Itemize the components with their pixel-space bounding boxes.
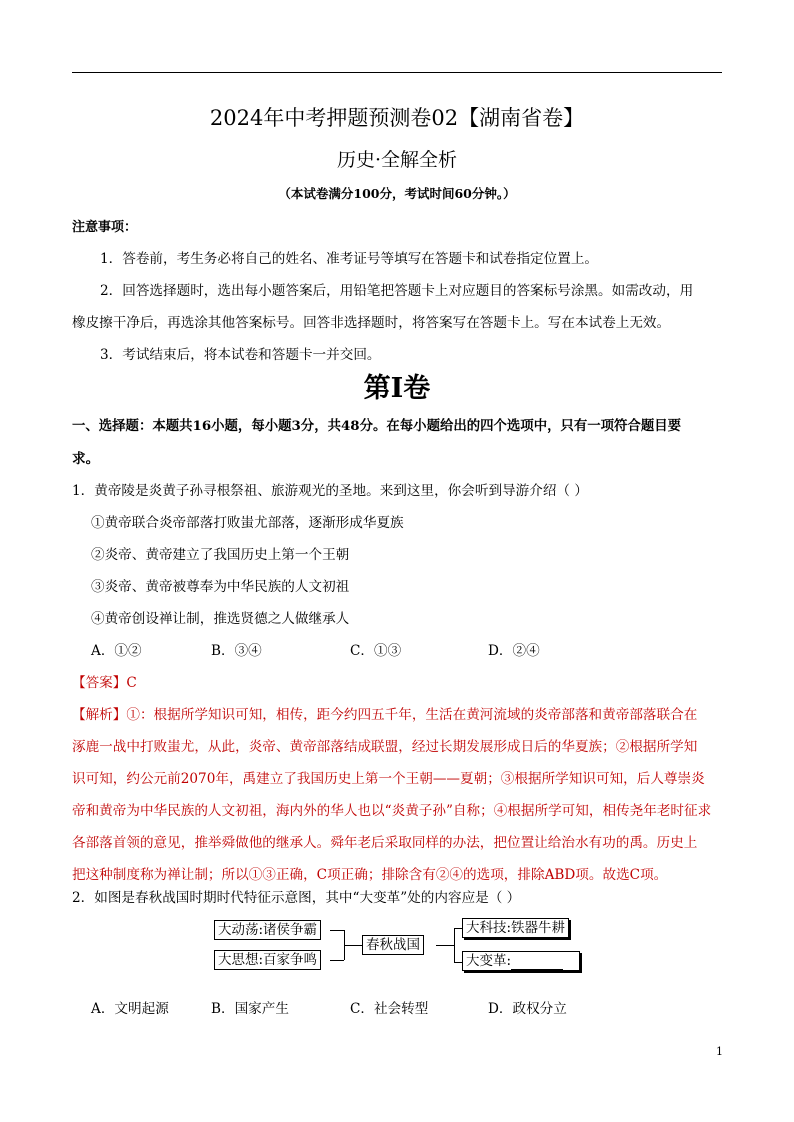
answer-blank [511, 957, 563, 970]
q2-stem: 2．如图是春秋战国时期时代特征示意图，其中“大变革”处的内容应是（ ） [72, 890, 521, 906]
q1-option-d: D．②④ [488, 643, 540, 659]
diagram-line [454, 928, 455, 962]
era-diagram [210, 916, 584, 980]
notice-item-2-cont: 橡皮擦干净后，再选涂其他答案标号。回答非选择题时，将答案写在答题卡上。写在本试卷上无效。 [72, 315, 671, 331]
q2-option-a: A．文明起源 [91, 1001, 169, 1017]
diagram-box-upheaval: 大动荡:诸侯争霸 [214, 920, 321, 940]
q1-analysis-line-1 [72, 703, 697, 723]
diagram-line [436, 945, 454, 946]
q2-option-d: D．政权分立 [488, 1001, 567, 1017]
answer-value: C [126, 675, 137, 691]
page-number: 1 [716, 1045, 723, 1058]
q2-option-c: C．社会转型 [350, 1001, 429, 1017]
diagram-change-label: 大变革: [466, 953, 512, 969]
q1-analysis-line-3: 识可知，约公元前2070年，禹建立了我国历史上第一个王朝——夏朝；③根据所学知识可知，后人尊崇炎 [72, 771, 705, 787]
header-rule [72, 72, 722, 73]
section-instruction-cont: 求。 [72, 451, 100, 467]
q1-analysis-line-4: 帝和黄帝为中华民族的人文初祖，海内外的华人也以“炎黄子孙”自称；④根据所学可知，相传尧年老时征求 [72, 803, 712, 819]
q1-option-a: A．①② [91, 643, 142, 659]
diagram-line [330, 930, 344, 931]
q1-analysis-line-2: 涿鹿一战中打败蚩尤，从此，炎帝、黄帝部落结成联盟，经过长期发展形成日后的华夏族；②根据所学知 [72, 739, 698, 755]
q1-statement-1: ①黄帝联合炎帝部落打败蚩尤部落，逐渐形成华夏族 [91, 515, 404, 531]
q1-option-b: B．③④ [211, 643, 262, 659]
diagram-line [330, 960, 344, 961]
exam-title: 2024年中考押题预测卷02【湖南省卷】 [209, 106, 585, 130]
q1-statement-3: ③炎帝、黄帝被尊奉为中华民族的人文初祖 [91, 579, 350, 595]
exam-subtitle: 历史·全解全析 [336, 149, 458, 171]
diagram-box-center: 春秋战国 [362, 935, 424, 955]
diagram-line [344, 945, 362, 946]
q1-analysis-line-6: 把这种制度称为禅让制；所以①③正确，C项正确；排除含有②④的选项，排除ABD项。故选C项。 [72, 867, 668, 883]
diagram-line [454, 928, 462, 929]
q1-answer [72, 671, 137, 691]
q1-option-c: C．①③ [350, 643, 402, 659]
q1-analysis-line-5: 各部落首领的意见，推举舜做他的继承人。舜年老后采取同样的办法，把位置让给治水有功的禹。历史上 [72, 835, 698, 851]
notice-item-3: 3．考试结束后，将本试卷和答题卡一并交回。 [100, 347, 381, 363]
section-title: 第Ⅰ卷 [363, 373, 431, 404]
q1-statement-2: ②炎帝、黄帝建立了我国历史上第一个王朝 [91, 547, 350, 563]
q2-option-b: B．国家产生 [211, 1001, 289, 1017]
exam-info: （本试卷满分100分，考试时间60分钟。） [278, 186, 516, 201]
analysis-tag: 【解析】 [72, 707, 127, 723]
answer-tag: 【答案】 [72, 675, 127, 691]
diagram-box-thought: 大思想:百家争鸣 [214, 950, 321, 970]
notice-item-2: 2．回答选择题时，选出每小题答案后，用铅笔把答题卡上对应题目的答案标号涂黑。如需改动，用 [100, 283, 694, 299]
diagram-box-tech: 大科技:铁器牛耕 [462, 918, 569, 938]
notice-item-1: 1．答卷前，考生务必将自己的姓名、准考证号等填写在答题卡和试卷指定位置上。 [100, 251, 599, 267]
q1-statement-4: ④黄帝创设禅让制，推选贤德之人做继承人 [91, 611, 350, 627]
analysis-text-1: ①：根据所学知识可知，相传，距今约四五千年，生活在黄河流域的炎帝部落和黄帝部落联合在 [126, 707, 698, 723]
q1-stem: 1．黄帝陵是炎黄子孙寻根祭祖、旅游观光的圣地。来到这里，你会听到导游介绍（ ） [72, 483, 588, 499]
section-instruction: 一、选择题：本题共16小题，每小题3分，共48分。在每小题给出的四个选项中，只有一项符合题目要 [72, 418, 681, 434]
notice-heading: 注意事项： [72, 220, 138, 235]
diagram-line [454, 962, 462, 963]
diagram-box-change [462, 951, 580, 971]
